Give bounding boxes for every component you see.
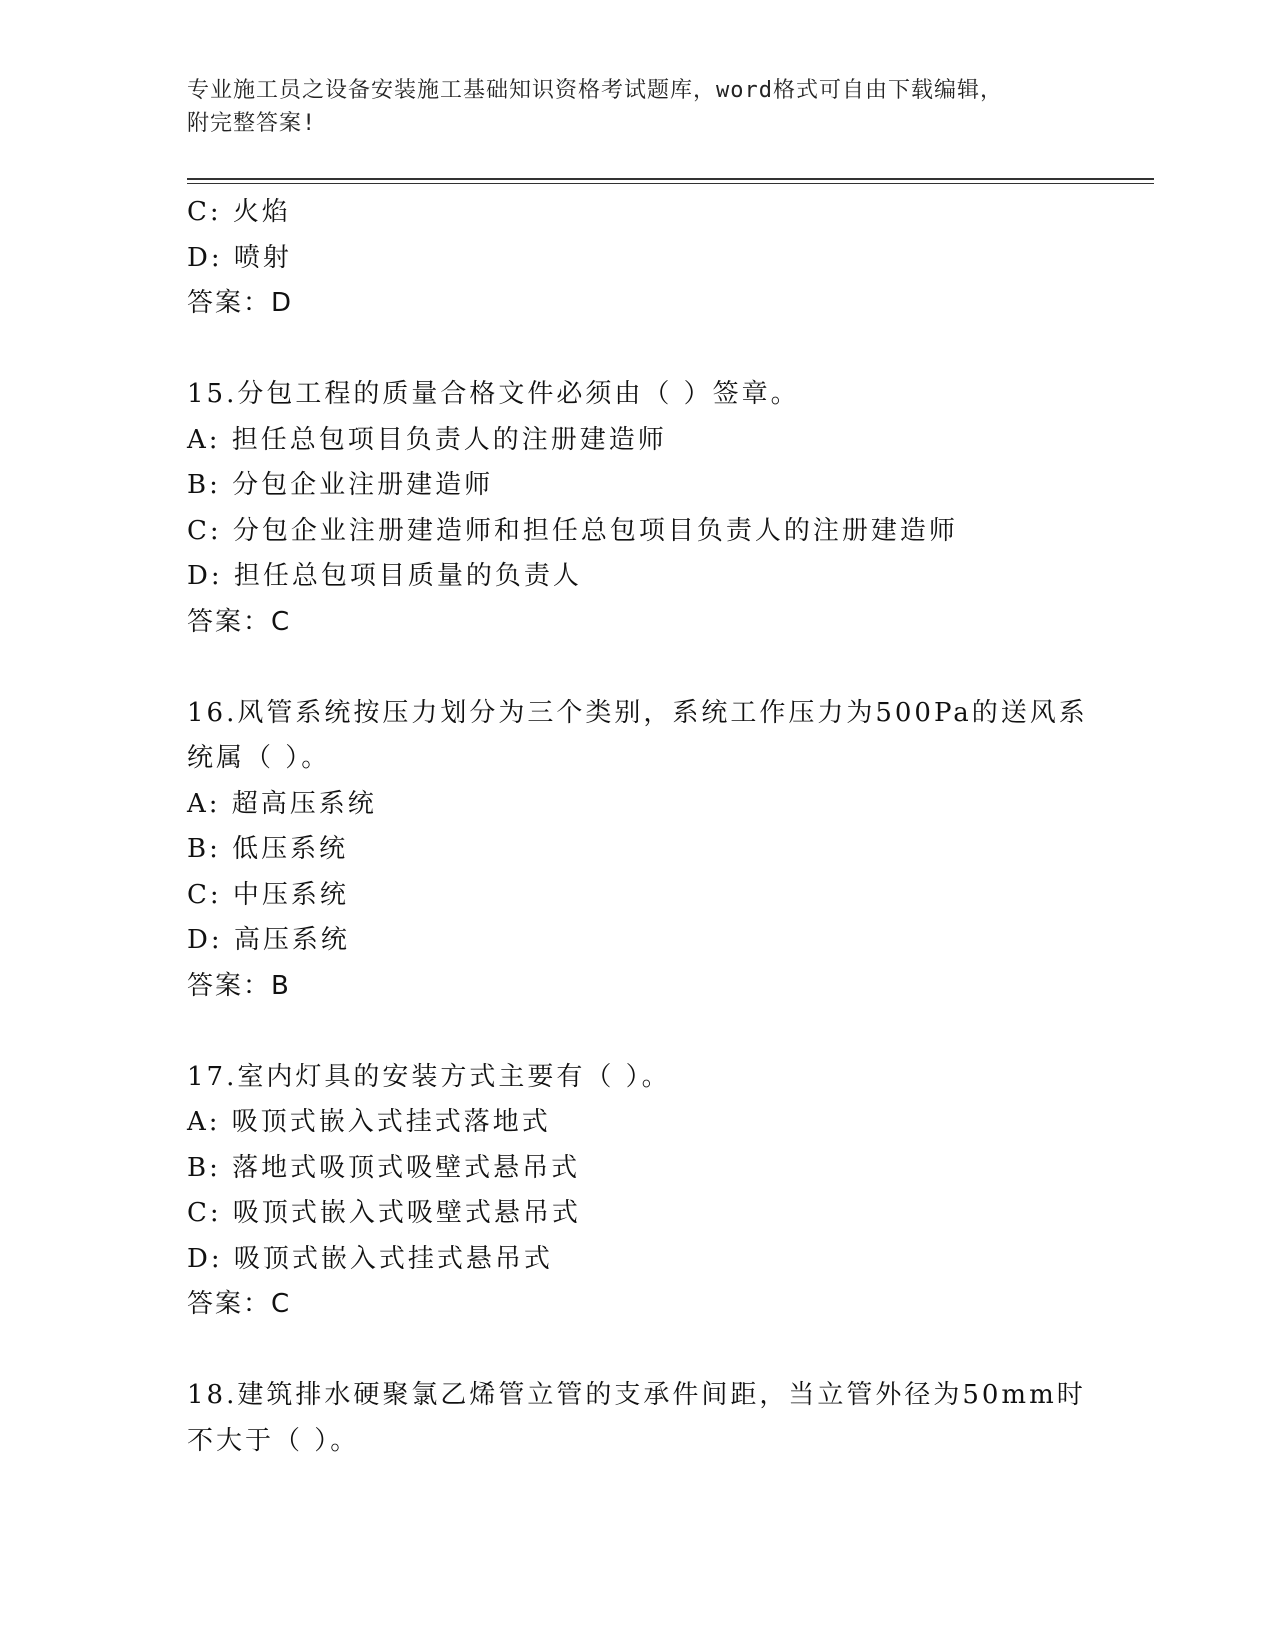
header-divider-thick (187, 178, 1154, 180)
q16-question-line-1: 16.风管系统按压力划分为三个类别，系统工作压力为500Pa的送风系 (187, 697, 1088, 728)
q15-question: 15.分包工程的质量合格文件必须由（ ）签章。 (187, 379, 800, 409)
question-content (187, 190, 1147, 1464)
q15-option-b: B: 分包企业注册建造师 (187, 470, 494, 500)
q18-question-line-2: 不大于（ ）。 (187, 1425, 360, 1456)
q14-option-d: D: 喷射 (187, 242, 292, 273)
spacer (187, 1009, 1147, 1055)
q15-option-d: D: 担任总包项目质量的负责人 (187, 561, 582, 591)
q17-answer: 答案：C (187, 1289, 292, 1319)
spacer (187, 327, 1147, 373)
q15-option-a: A: 担任总包项目负责人的注册建造师 (187, 424, 667, 455)
q14-answer: 答案：D (187, 288, 294, 318)
q16-answer: 答案：B (187, 970, 291, 1001)
q17-question: 17.室内灯具的安装方式主要有（ ）。 (187, 1061, 671, 1092)
q16-question-line-2: 统属（ ）。 (187, 743, 331, 773)
q16-option-b: B: 低压系统 (187, 834, 349, 864)
q17-option-b: B: 落地式吸顶式吸壁式悬吊式 (187, 1152, 581, 1183)
q16-option-d: D: 高压系统 (187, 925, 350, 955)
spacer (187, 1328, 1147, 1374)
q15-answer: 答案：C (187, 606, 292, 637)
q16-option-a: A: 超高压系统 (187, 788, 377, 819)
q16-option-c: C: 中压系统 (187, 879, 349, 910)
q14-option-c: C: 火焰 (187, 197, 291, 227)
q17-option-a: A: 吸顶式嵌入式挂式落地式 (187, 1107, 551, 1137)
q18-question-line-1: 18.建筑排水硬聚氯乙烯管立管的支承件间距，当立管外径为50mm时 (187, 1380, 1086, 1410)
header-divider-thin (187, 183, 1154, 184)
q17-option-d: D: 吸顶式嵌入式挂式悬吊式 (187, 1243, 553, 1274)
header-title-line-1: 专业施工员之设备安装施工基础知识资格考试题库，word格式可自由下载编辑， (187, 78, 1003, 103)
header-title-line-2: 附完整答案! (187, 111, 317, 136)
q17-option-c: C: 吸顶式嵌入式吸壁式悬吊式 (187, 1198, 581, 1228)
spacer (187, 645, 1147, 691)
document-header (187, 74, 1087, 140)
q15-option-c: C: 分包企业注册建造师和担任总包项目负责人的注册建造师 (187, 515, 958, 546)
